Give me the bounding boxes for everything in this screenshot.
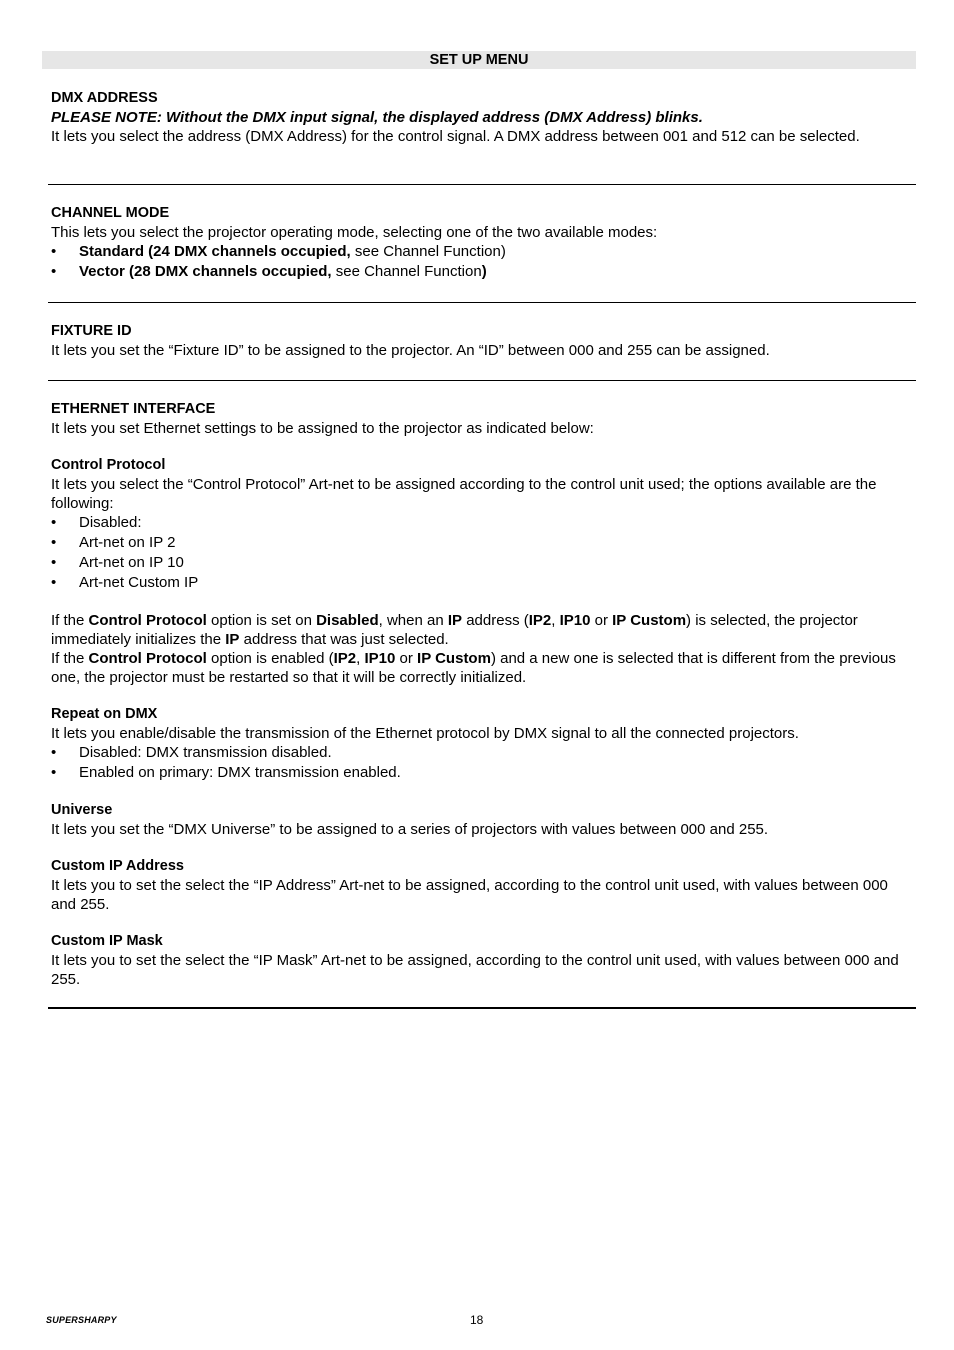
list-item: • Vector (28 DMX channels occupied, see Channel Function)	[51, 262, 916, 282]
control-protocol-body: It lets you select the “Control Protocol” Art-net to be assigned according to the control unit used; the options available are the following:	[51, 476, 877, 512]
channel-mode-body: This lets you select the projector operating mode, selecting one of the two available modes:	[51, 224, 658, 241]
custom-ip-mask-body: It lets you to set the select the “IP Mask” Art-net to be assigned, according to the control unit used, with values between 000 and 255.	[51, 952, 899, 988]
repeat-on-dmx-body: It lets you enable/disable the transmission of the Ethernet protocol by DMX signal to all the connected projectors.	[51, 725, 799, 742]
channel-mode-title: CHANNEL MODE	[51, 205, 170, 221]
channel-mode-list	[51, 242, 916, 282]
control-protocol-list	[51, 513, 916, 593]
list-item: • Disabled: DMX transmission disabled.	[51, 743, 916, 763]
dmx-address-note: PLEASE NOTE: Without the DMX input signal, the displayed address (DMX Address) blinks.	[51, 109, 703, 126]
fixture-id-title: FIXTURE ID	[51, 323, 132, 339]
divider	[48, 302, 916, 303]
ethernet-title: ETHERNET INTERFACE	[51, 401, 216, 417]
divider	[48, 1007, 916, 1009]
dmx-address-title: DMX ADDRESS	[51, 90, 158, 106]
section-header: SET UP MENU	[42, 51, 916, 69]
list-item: • Art-net on IP 10	[51, 553, 916, 573]
dmx-address-section	[51, 89, 916, 146]
ethernet-body: It lets you set Ethernet settings to be assigned to the projector as indicated below:	[51, 420, 594, 437]
repeat-on-dmx-list	[51, 743, 916, 783]
page-number: 18	[470, 1313, 484, 1327]
brand-logo: SUPERSHARPY	[46, 1315, 117, 1325]
control-protocol-paragraph-2: If the Control Protocol option is enabled (IP2, IP10 or IP Custom) and a new one is selected that is different from the previous one, the projector must be restarted so that it will be correctly initialized.	[51, 650, 896, 686]
custom-ip-address-title: Custom IP Address	[51, 858, 184, 874]
list-item: • Enabled on primary: DMX transmission enabled.	[51, 763, 916, 783]
repeat-on-dmx-title: Repeat on DMX	[51, 706, 158, 722]
divider	[48, 380, 916, 381]
divider	[48, 184, 916, 185]
ethernet-section	[51, 400, 916, 989]
custom-ip-address-body: It lets you to set the select the “IP Address” Art-net to be assigned, according to the control unit used, with values between 000 and 255.	[51, 877, 888, 913]
list-item: • Art-net on IP 2	[51, 533, 916, 553]
universe-title: Universe	[51, 802, 113, 818]
list-item: • Standard (24 DMX channels occupied, see Channel Function)	[51, 242, 916, 262]
custom-ip-mask-title: Custom IP Mask	[51, 933, 163, 949]
fixture-id-body: It lets you set the “Fixture ID” to be assigned to the projector. An “ID” between 000 and 255 can be assigned.	[51, 342, 770, 359]
fixture-id-section	[51, 322, 916, 360]
list-item: • Art-net Custom IP	[51, 573, 916, 593]
dmx-address-body: It lets you select the address (DMX Address) for the control signal. A DMX address between 001 and 512 can be selected.	[51, 128, 860, 145]
control-protocol-paragraph-1: If the Control Protocol option is set on Disabled, when an IP address (IP2, IP10 or IP Custom) is selected, the projector immediately initializes the IP address that was just selected.	[51, 612, 858, 648]
list-item: • Disabled:	[51, 513, 916, 533]
channel-mode-section	[51, 204, 916, 282]
control-protocol-title: Control Protocol	[51, 457, 166, 473]
universe-body: It lets you set the “DMX Universe” to be assigned to a series of projectors with values between 000 and 255.	[51, 821, 769, 838]
